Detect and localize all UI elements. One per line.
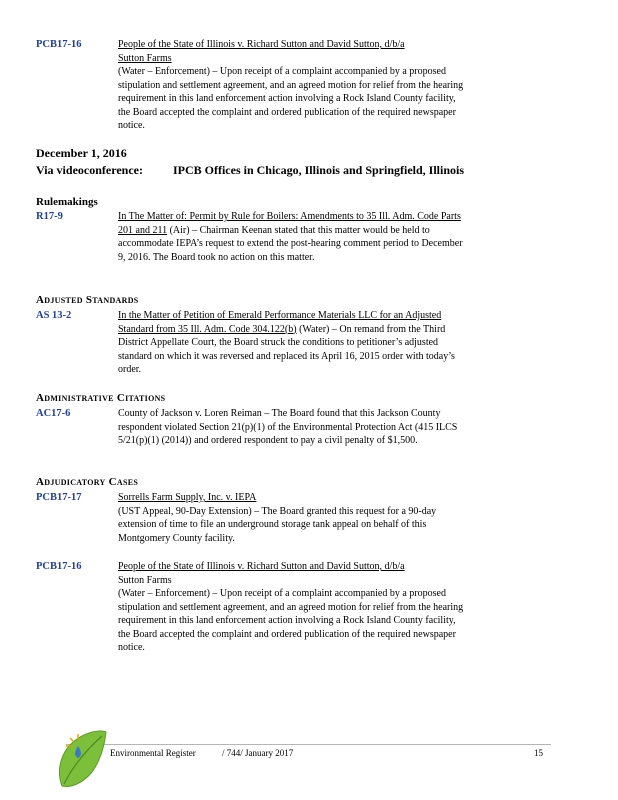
footer-page-number: 15 (534, 748, 543, 758)
footer-issue: / 744/ January 2017 (222, 748, 294, 758)
case-description: (Water) – On remand from the Third District Appellate Court, the Board struck the conditions to petitioner’s adjusted standard on which it was reversed and replaced its April 16, 2015 order with today’s order. (118, 323, 455, 375)
case-number: PCB17-16 (36, 39, 82, 50)
case-number: R17-9 (36, 211, 63, 222)
case-text (118, 309, 470, 377)
case-title[interactable]: Sorrells Farm Supply, Inc. v. IEPA (118, 492, 257, 503)
case-description: (Water – Enforcement) – Upon receipt of a complaint accompanied by a proposed stipulation and settlement agreement, and an agreed motion for relief from the hearing requirement in this land enforcement action involving a Rock Island County facility, the Board accepted the complaint and ordered publication of the required newspaper notice. (118, 588, 464, 653)
section-heading-adjudicatory-cases: Adjudicatory Cases (36, 476, 139, 488)
case-description: (Air) – Chairman Keenan stated that this matter would be held to accommodate IEPA’s request to extend the post-hearing comment period to December 9, 2016. The Board took no action on this matter. (118, 224, 463, 263)
case-title-cont: Sutton Farms (118, 574, 172, 586)
videoconference-line (36, 163, 486, 178)
footer-divider (66, 744, 551, 745)
case-number: PCB17-17 (36, 492, 82, 503)
case-text (118, 560, 470, 655)
case-text (118, 210, 470, 264)
videoconference-location: IPCB Offices in Chicago, Illinois and Springfield, Illinois (172, 163, 465, 177)
case-title[interactable]: People of the State of Illinois v. Richard Sutton and David Sutton, d/b/a (118, 39, 405, 50)
case-title[interactable]: In The Matter of: Permit by Rule for Boilers: Amendments to 35 Ill. Adm. Code Parts 201 and 211 (118, 211, 461, 236)
section-heading-administrative-citations: Administrative Citations (36, 392, 166, 404)
footer-publication: Environmental Register (110, 748, 196, 758)
leaf-logo-icon (52, 726, 108, 790)
section-heading-adjusted-standards: Adjusted Standards (36, 294, 139, 306)
case-title[interactable]: People of the State of Illinois v. Richard Sutton and David Sutton, d/b/a (118, 561, 405, 572)
section-heading-rulemakings: Rulemakings (36, 196, 98, 208)
case-number: AC17-6 (36, 408, 71, 419)
case-description: (Water – Enforcement) – Upon receipt of a complaint accompanied by a proposed stipulation and settlement agreement, and an agreed motion for relief from the hearing requirement in this land enforcement action involving a Rock Island County facility, the Board accepted the complaint and ordered publication of the required newspaper notice. (118, 66, 464, 131)
case-description: County of Jackson v. Loren Reiman – The Board found that this Jackson County respondent violated Section 21(p)(1) of the Environmental Protection Act (415 ILCS 5/21(p)(1) (2014)) and ordered respondent to pay a civil penalty of $1,500. (118, 408, 458, 446)
case-text (118, 491, 470, 545)
videoconference-label: Via videoconference: (36, 163, 143, 177)
case-number: AS 13-2 (36, 310, 72, 321)
case-number: PCB17-16 (36, 561, 82, 572)
meeting-date: December 1, 2016 (36, 146, 127, 160)
case-text (118, 38, 470, 133)
case-title[interactable]: In the Matter of Petition of Emerald Performance Materials LLC for an Adjusted Standard from 35 Ill. Adm. Code 304.122(b) (118, 310, 442, 335)
case-description: (UST Appeal, 90-Day Extension) – The Board granted this request for a 90-day extension of time to file an underground storage tank appeal on behalf of this Montgomery County facility. (118, 505, 437, 544)
case-title-cont[interactable]: Sutton Farms (118, 52, 172, 64)
case-text (118, 407, 470, 448)
